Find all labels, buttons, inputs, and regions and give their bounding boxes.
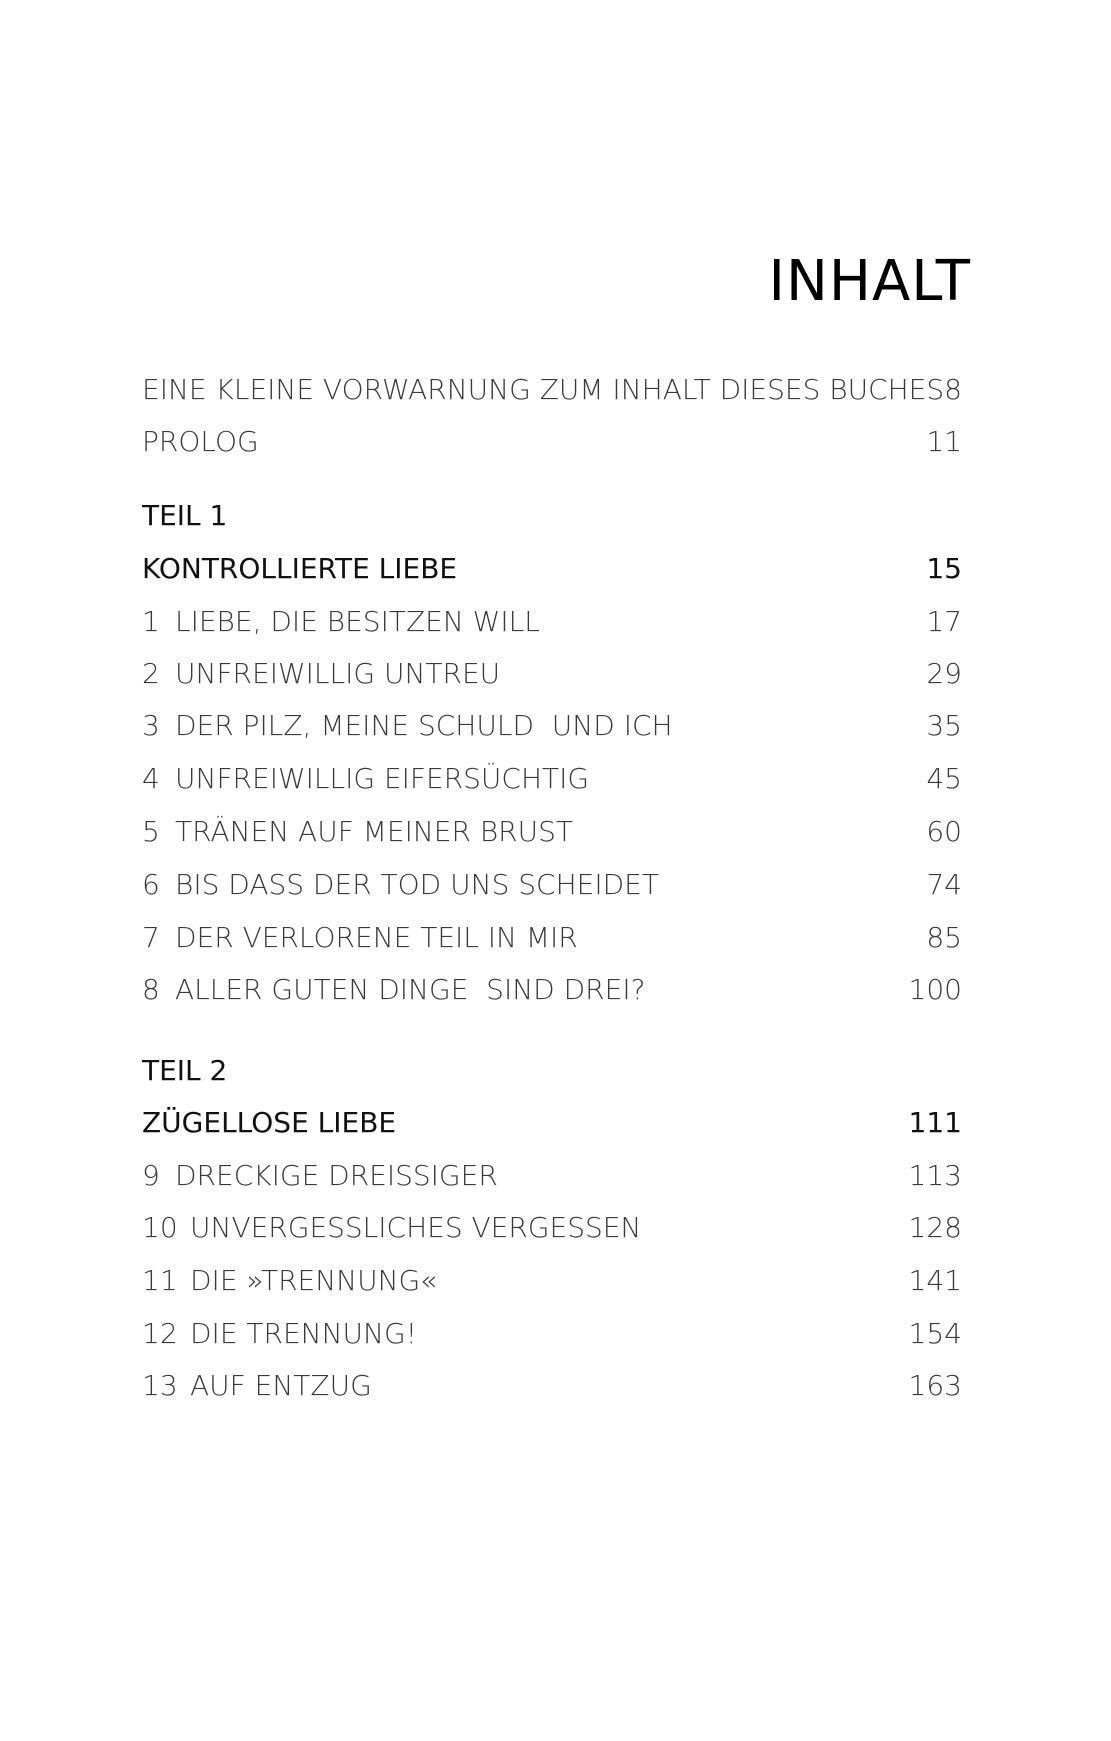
chapter-title: BIS DASS DER TOD UNS SCHEIDET — [175, 868, 659, 901]
toc-entry-page: 15 — [926, 552, 962, 585]
toc-entry-vorwarnung[interactable] — [142, 373, 962, 406]
chapter-number: 5 — [142, 815, 160, 848]
toc-entry-prolog[interactable] — [142, 425, 962, 458]
toc-entry-page: 8 — [944, 373, 962, 406]
chapter-number: 3 — [142, 709, 160, 742]
chapter-title: UNVERGESSLICHES VERGESSEN — [190, 1211, 642, 1244]
chapter-number: 7 — [142, 921, 160, 954]
toc-chapter-1[interactable] — [142, 605, 962, 638]
chapter-number: 11 — [142, 1264, 178, 1297]
toc-chapter-2[interactable] — [142, 657, 962, 690]
toc-chapter-9[interactable] — [142, 1159, 962, 1192]
toc-chapter-12[interactable] — [142, 1317, 962, 1350]
chapter-page: 60 — [926, 815, 962, 848]
toc-part-heading-2[interactable] — [142, 1106, 962, 1139]
chapter-title: LIEBE, DIE BESITZEN WILL — [175, 605, 540, 638]
chapter-title: TRÄNEN AUF MEINER BRUST — [175, 815, 573, 848]
toc-chapter-5[interactable] — [142, 815, 962, 848]
toc-chapter-10[interactable] — [142, 1211, 962, 1244]
chapter-number: 9 — [142, 1159, 160, 1192]
toc-chapter-8[interactable] — [142, 973, 962, 1006]
chapter-number: 1 — [142, 605, 160, 638]
toc-chapter-6[interactable] — [142, 868, 962, 901]
page-title: INHALT — [768, 249, 971, 314]
chapter-number: 13 — [142, 1369, 178, 1402]
chapter-page: 113 — [908, 1159, 962, 1192]
toc-entry-label: KONTROLLIERTE LIEBE — [142, 552, 458, 585]
chapter-title: AUF ENTZUG — [190, 1369, 372, 1402]
toc-chapter-13[interactable] — [142, 1369, 962, 1402]
chapter-number: 10 — [142, 1211, 178, 1244]
chapter-number: 2 — [142, 657, 160, 690]
chapter-page: 141 — [908, 1264, 962, 1297]
toc-chapter-4[interactable] — [142, 762, 962, 795]
chapter-number: 8 — [142, 973, 160, 1006]
chapter-page: 154 — [908, 1317, 962, 1350]
chapter-page: 163 — [908, 1369, 962, 1402]
chapter-title: ALLER GUTEN DINGE SIND DREI? — [175, 973, 646, 1006]
chapter-title: DRECKIGE DREISSIGER — [175, 1159, 498, 1192]
chapter-page: 100 — [908, 973, 962, 1006]
toc-entry-label: ZÜGELLOSE LIEBE — [142, 1106, 397, 1139]
chapter-number: 4 — [142, 762, 160, 795]
chapter-page: 17 — [926, 605, 962, 638]
toc-entry-label: PROLOG — [142, 425, 259, 458]
chapter-page: 29 — [926, 657, 962, 690]
chapter-title: DER VERLORENE TEIL IN MIR — [175, 921, 578, 954]
chapter-page: 35 — [926, 709, 962, 742]
part-label-2: TEIL 2 — [142, 1054, 228, 1087]
toc-entry-page: 111 — [908, 1106, 962, 1139]
chapter-number: 6 — [142, 868, 160, 901]
toc-chapter-11[interactable] — [142, 1264, 962, 1297]
toc-part-heading-1[interactable] — [142, 552, 962, 585]
toc-chapter-3[interactable] — [142, 709, 962, 742]
chapter-page: 74 — [926, 868, 962, 901]
chapter-number: 12 — [142, 1317, 178, 1350]
chapter-page: 45 — [926, 762, 962, 795]
chapter-title: DIE TRENNUNG! — [190, 1317, 417, 1350]
toc-entry-label: EINE KLEINE VORWARNUNG ZUM INHALT DIESES BUCHES — [142, 373, 945, 406]
chapter-title: DIE »TRENNUNG« — [190, 1264, 437, 1297]
chapter-title: UNFREIWILLIG EIFERSÜCHTIG — [175, 762, 590, 795]
chapter-page: 85 — [926, 921, 962, 954]
part-label-1: TEIL 1 — [142, 499, 228, 532]
chapter-page: 128 — [908, 1211, 962, 1244]
chapter-title: DER PILZ, MEINE SCHULD UND ICH — [175, 709, 673, 742]
toc-chapter-7[interactable] — [142, 921, 962, 954]
toc-entry-page: 11 — [926, 425, 962, 458]
chapter-title: UNFREIWILLIG UNTREU — [175, 657, 501, 690]
